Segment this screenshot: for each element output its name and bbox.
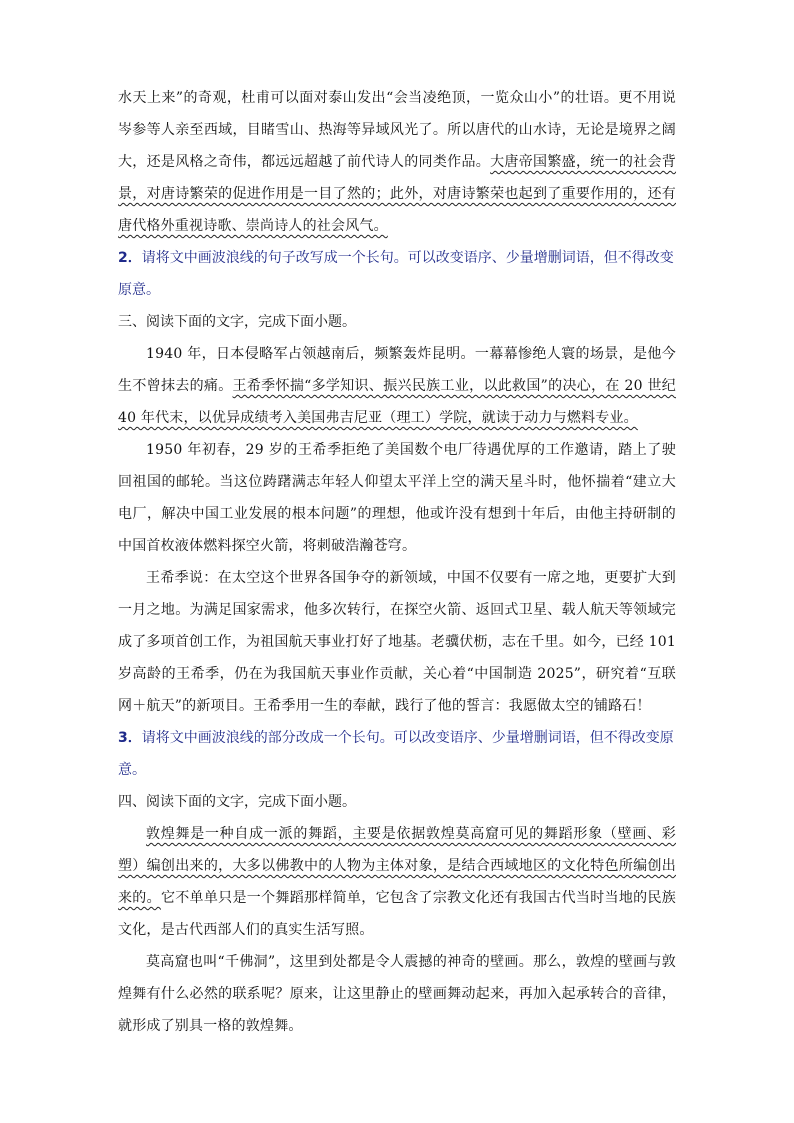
section-3-title: 三、阅读下面的文字，完成下面小题。	[118, 314, 356, 330]
question-2-number: 2．	[118, 250, 142, 266]
section-4-paragraph-1-wavy-text: 敦煌舞是一种自成一派的舞蹈，主要是依据敦煌莫高窟可见的舞蹈形象（壁画、彩塑）编创出来的，大多以佛教中的人物为主体对象，是结合西域地区的文化特色所编创出来的。	[118, 826, 676, 906]
section-4-paragraph-2: 莫高窟也叫“千佛洞”，这里到处都是令人震撼的神奇的壁画。那么，敦煌的壁画与敦煌舞有什么必然的联系呢？原来，让这里静止的壁画舞动起来，再加入起承转合的音律，就形成了别具一格的敦煌舞。	[118, 954, 676, 1034]
section-4-paragraph-1-text: 它不单单只是一个舞蹈那样简单，它包含了宗教文化还有我国古代当时当地的民族文化，是古代西部人们的真实生活写照。	[118, 890, 676, 938]
section-4-title: 四、阅读下面的文字，完成下面小题。	[118, 794, 356, 810]
section-3-paragraph-1	[118, 338, 676, 434]
passage-1-wavy-text: 大唐帝国繁盛，统一的社会背景，对唐诗繁荣的促进作用是一目了然的；此外，对唐诗繁荣也起到了重要作用的，还有唐代格外重视诗歌、崇尚诗人的社会风气。	[118, 154, 677, 234]
section-4-paragraph-1	[118, 818, 676, 946]
section-3-paragraph-2: 1950 年初春，29 岁的王希季拒绝了美国数个电厂待遇优厚的工作邀请，踏上了驶回祖国的邮轮。当这位踌躇满志年轻人仰望太平洋上空的满天星斗时，他怀揣着“建立大电厂，解决中国工业发展的根本问题”的理想，他或许没有想到十年后，由他主持研制的中国首枚液体燃料探空火箭，将刺破浩瀚苍穹。	[118, 442, 676, 554]
question-3-text: 请将文中画波浪线的部分改成一个长句。可以改变语序、少量增删词语，但不得改变原意。	[118, 730, 674, 778]
section-3-paragraph-1-wavy-text: 王希季怀揣“多学知识、振兴民族工业，以此救国”的决心，在 20 世纪 40 年代末，以优异成绩考入美国弗吉尼亚（理工）学院，就读于动力与燃料专业。	[118, 378, 677, 426]
question-2	[118, 242, 676, 306]
question-3	[118, 722, 676, 786]
document-page	[118, 82, 676, 1042]
question-3-number: 3．	[118, 730, 142, 746]
question-2-text: 请将文中画波浪线的句子改写成一个长句。可以改变语序、少量增删词语，但不得改变原意。	[118, 250, 674, 298]
passage-1	[118, 82, 676, 242]
section-3-paragraph-3: 王希季说：在太空这个世界各国争夺的新领域，中国不仅要有一席之地，更要扩大到一月之地。为满足国家需求，他多次转行，在探空火箭、返回式卫星、载人航天等领域完成了多项首创工作，为祖国航天事业打好了地基。老骥伏枥，志在千里。如今，已经 101 岁高龄的王希季，仍在为我国航天事业作贡献，关心着“中国制造 2025”，研究着“互联网＋航天”的新项目。王希季用一生的奉献，践行了他的誓言：我愿做太空的铺路石！	[118, 570, 676, 714]
section-3-paragraph-1-text: 1940 年，日本侵略军占领越南后，频繁轰炸昆明。一幕幕惨绝人寰的场景，是他今生不曾抹去的痛。	[118, 346, 676, 394]
passage-1-text: 水天上来”的奇观，杜甫可以面对泰山发出“会当凌绝顶，一览众山小”的壮语。更不用说岑参等人亲至西域，目睹雪山、热海等异域风光了。所以唐代的山水诗，无论是境界之阔大，还是风格之奇伟，都远远超越了前代诗人的同类作品。	[118, 90, 676, 170]
